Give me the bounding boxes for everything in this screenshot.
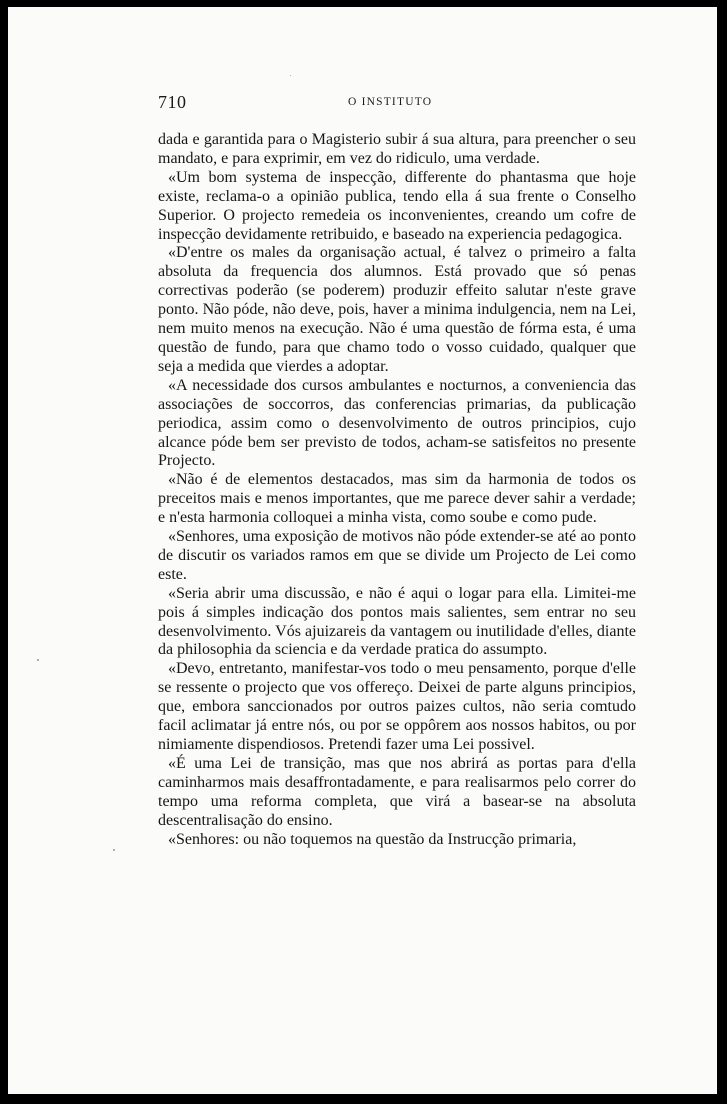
paragraph: «D'entre os males da organisação actual, é talvez o primeiro a falta absoluta da frequencia dos alumnos. Está provado que só penas correctivas poderão (se poderem) produzir effeito salutar n'este grave ponto. Não póde, não deve, pois, haver a minima indulgencia, nem na Lei, nem muito menos na execução. Não é uma questão de fórma esta, é uma questão de fundo, para que chamo todo o vosso cuidado, qualquer que seja a medida que vierdes a adoptar. <box>158 244 636 375</box>
paragraph: «A necessidade dos cursos ambulantes e nocturnos, a conveniencia das associações de soccorros, das conferencias primarias, da publicação periodica, assim como o desenvolvimento de outros principios, cujo alcance póde bem ser previsto de todos, acham-se satisfeitos no presente Projecto. <box>158 376 636 470</box>
page-number: 710 <box>158 92 187 112</box>
paper-speck <box>113 849 115 851</box>
paragraph: «Senhores, uma exposição de motivos não póde extender-se até ao ponto de discutir os variados ramos em que se divide um Projecto de Lei como este. <box>158 528 636 583</box>
book-page <box>8 7 717 1094</box>
paragraph: dada e garantida para o Magisterio subir á sua altura, para preencher o seu mandato, e para exprimir, em vez do ridiculo, uma verdade. <box>158 131 636 167</box>
paragraph: «Seria abrir uma discussão, e não é aqui o logar para ella. Limitei-me pois á simples indicação dos pontos mais salientes, sem entrar no seu desenvolvimento. Vós ajuizareis da vantagem ou inutilidade d'elles, diante da philosophia da sciencia e da verdade pratica do assumpto. <box>158 584 636 659</box>
page-header <box>158 92 636 114</box>
paper-speck <box>37 659 39 661</box>
body-text <box>158 131 636 849</box>
paragraph: «Não é de elementos destacados, mas sim da harmonia de todos os preceitos mais e menos importantes, que me parece dever sahir a verdade; e n'esta harmonia colloquei a minha vista, como soube e como pude. <box>158 471 636 527</box>
paragraph: «É uma Lei de transição, mas que nos abrirá as portas para d'ella caminharmos mais desaffrontadamente, e para realisarmos pelo correr do tempo uma reforma completa, que virá a basear-se na absoluta descentralisação do ensino. <box>158 754 636 829</box>
paper-speck <box>290 75 291 76</box>
paragraph: «Um bom systema de inspecção, differente do phantasma que hoje existe, reclama-o a opinião publica, tendo ella á sua frente o Conselho Superior. O projecto remedeia os inconvenientes, creando um cofre de inspecção devidamente retribuido, e baseado na experiencia pedagogica. <box>158 168 636 243</box>
paragraph: «Devo, entretanto, manifestar-vos todo o meu pensamento, porque d'elle se ressente o projecto que vos offereço. Deixei de parte alguns principios, que, embora sanccionados por outros paizes cultos, não seria comtudo facil aclimatar já entre nós, ou por se oppôrem aos nossos habitos, ou por nimiamente dispendiosos. Pretendi fazer uma Lei possivel. <box>158 660 636 753</box>
paragraph: «Senhores: ou não toquemos na questão da Instrucção primaria, <box>168 830 577 848</box>
running-title: O INSTITUTO <box>348 96 433 108</box>
